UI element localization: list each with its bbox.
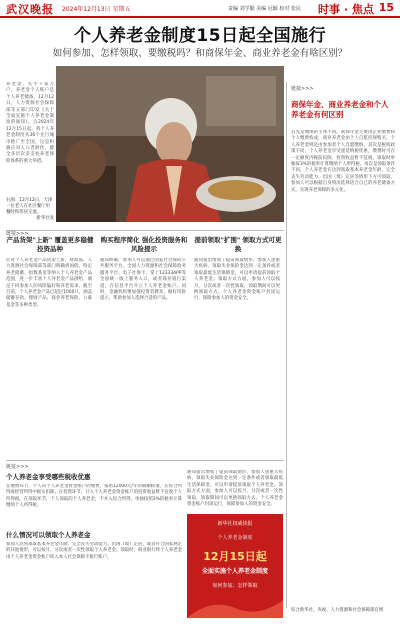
- page-number: 15: [378, 1, 394, 14]
- subheadline: 如何参加、怎样领取、要缴税吗？和商保年金、商业养老金有啥区别？: [52, 48, 348, 59]
- poster-main-text: 全面实施个人养老金制度: [201, 568, 268, 575]
- main-headline: 个人养老金制度15日起全国施行: [73, 26, 327, 46]
- lead-paragraph: 养老金，关乎千家万户，养老金个人账户是个人养老储备。12月12日，人力资源社会保障部等五部门印发《关于全面实施个人养老金制度的通知》，自2024年12月15日起，将个人养老金制度从36个先行城市推广至全国，这是积极应对人口老龄化，健全多层次多支柱养老保险体系的重大举措。: [6, 82, 54, 164]
- promo-graphic: [187, 514, 283, 618]
- sidebar-link-label: 链接>>>: [291, 86, 314, 92]
- poster-bottom-text: 如何参加、怎样领取: [212, 583, 258, 589]
- news-photo: [56, 66, 284, 222]
- poster-date: 12月15日起: [203, 550, 267, 563]
- caption-text: 右图：12月12日，天津一位老人在社区餐厅用餐时和邻居交流。: [6, 198, 53, 215]
- column-2-body: 通知明确，参加人可以通过国家社会保险公共服务平台、全国人力资源和社会保障政务服务平台、电子社保卡、掌上12333APP等全国统一线上服务入口，或者商业银行渠道，在信息平台开立个人养老金账户。同时，金融机构要加强投资者教育，做好风险提示，帮助参加人选择合适的产品。: [100, 258, 186, 302]
- qa-question-2: 什么情况可以领取个人养老金: [6, 531, 91, 539]
- issue-date: 2024年12月13日 星期五: [62, 6, 131, 13]
- poster-decoration: [187, 592, 283, 618]
- poster-mid-text: 个人养老金制度: [217, 535, 253, 541]
- qa-answer-continued: 通知提出增加了提前领取情形，参加人患重大疾病、领取失业保险金达到一定条件或者领取最低生活保障金，可以申请提前领取个人养老金。领取方式方面，参加人可以按月、分次或者一次性领取，领取期间可以更换领取方式。个人养老金资金账户封闭运行，保障参加人的资金安全。: [187, 470, 283, 508]
- section-title: 时事 · 焦点: [318, 3, 374, 16]
- qa-answer-1: 在缴费环节，个人向个人养老金资金账户的缴费，按照12000元/年的限额标准，在综合所得或经营所得中据实扣除。在投资环节，计入个人养老金资金账户的投资收益暂不征收个人所得税。在领取环节，个人领取的个人养老金，不并入综合所得，单独按照3%的税率计算缴纳个人所得税。: [6, 484, 182, 509]
- columns-link-label: 链接>>>: [6, 231, 29, 237]
- column-2-title: 购买程序简化 强化投资服务和风险提示: [100, 236, 188, 253]
- masthead: [0, 0, 400, 18]
- photo-illustration: [56, 66, 284, 222]
- column-divider: [286, 82, 287, 608]
- qa-answer-2: 参加人达到领取基本养老金年龄、完全丧失劳动能力、出国（境）定居，或者符合国家规定的其他情形，可以按月、分次或者一次性领取个人养老金。领取时，商业银行将个人养老金由个人养老金资金账户转入本人社会保障卡银行账户。: [6, 542, 182, 560]
- poster-top-text: 新华社权威快报: [217, 521, 253, 527]
- source-credit: 综合新华社、央视、人力资源和社会保障部官网: [291, 608, 384, 613]
- sidebar-title: 商保年金、商业养老金和个人养老金有何区别: [291, 100, 389, 119]
- column-3-title: 提前领取"扩围" 领取方式可更换: [194, 236, 282, 253]
- column-1-body: 针对个人养老金产品货架上新，财政部、人力资源社会保障部等部门明确将国债、特定养老储蓄、指数基金等纳入个人养老金产品范围，进一步丰富个人养老金产品供给，满足不同参加人的风险偏好和养老需求。截至目前，个人养老金产品已超过1000只，涵盖储蓄存款、理财产品、商业养老保险、公募基金等多种类型。: [6, 258, 92, 308]
- sidebar-body: 首先是缴纳的主体不同。商保年金主要由企业缴费和个人缴费构成，商业养老金由个人自愿投保购买，个人养老金则是由参加者个人自愿缴纳。其次是税收政策不同，个人养老金享受递延纳税优惠，缴费时可在一定额度内税前扣除，投资收益暂不征税，领取时单独按3%的税率计算缴纳个人所得税。再次是领取条件不同，个人养老金在达到领取基本养老金年龄、完全丧失劳动能力、出国（境）定居等情形下方可领取。参加人可以根据自身情况选择适合自己的养老储备方式，实现养老保障的多元化。: [291, 130, 395, 193]
- newspaper-logo: 武汉晚报: [6, 3, 54, 16]
- qa-link-label: 链接>>>: [6, 464, 29, 470]
- column-1-title: 产品货架"上新" 覆盖更多稳健投资品种: [6, 236, 94, 253]
- qa-question-1: 个人养老金享受哪些税收优惠: [6, 473, 91, 481]
- qa-divider: [6, 460, 284, 461]
- section-divider: [6, 230, 284, 231]
- caption-credit: 新华社发: [36, 216, 54, 221]
- column-3-body: 通知提出增加了提前领取情形，参加人患重大疾病、领取失业保险金达到一定条件或者领取最低生活保障金，可以申请提前领取个人养老金。领取方式方面，参加人可以按月、分次或者一次性领取，领取期间可以更换领取方式。个人养老金资金账户封闭运行，保障参加人的资金安全。: [194, 258, 280, 302]
- photo-caption: [6, 198, 54, 222]
- editor-credits: 责编 刘学勤 美编 冠颖 校对 张民: [228, 6, 301, 12]
